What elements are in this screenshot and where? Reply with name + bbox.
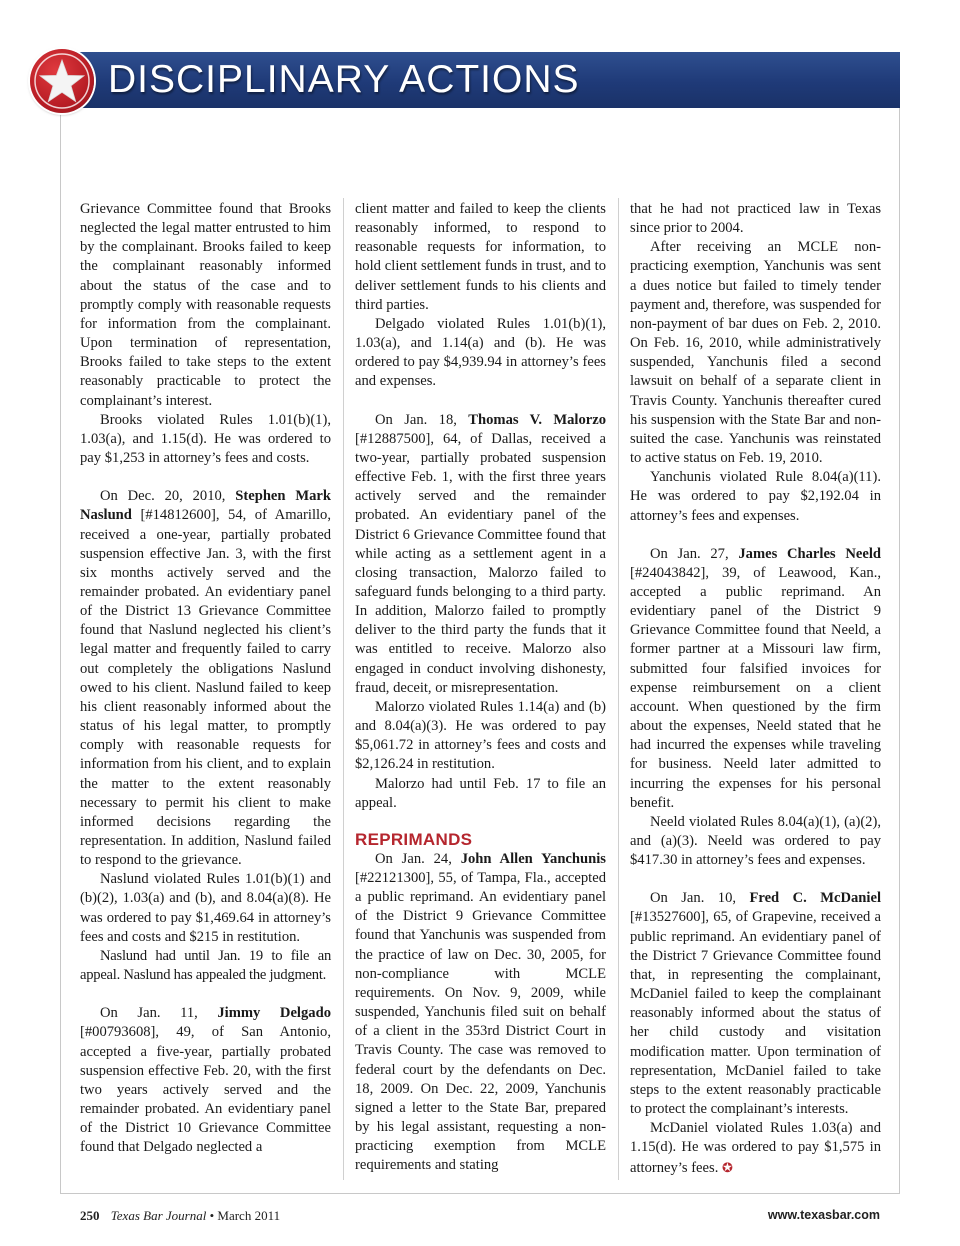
paragraph: that he had not practiced law in Texas since prior to 2004. bbox=[630, 201, 881, 237]
paragraph: Yanchunis violated Rule 8.04(a)(11). He was ordered to pay $2,192.04 in attorney’s fees and expenses. bbox=[630, 469, 881, 524]
paragraph-final: McDaniel violated Rules 1.03(a) and 1.15(d). He was ordered to pay $1,575 in attorney’s fees. ✪ bbox=[630, 1120, 881, 1176]
issue-date: March 2011 bbox=[217, 1208, 281, 1223]
paragraph: Brooks violated Rules 1.01(b)(1), 1.03(a), and 1.15(d). He was ordered to pay $1,253 in attorney’s fees and costs. bbox=[80, 411, 331, 467]
attorney-name: James Charles Neeld bbox=[738, 545, 881, 562]
paragraph: client matter and failed to keep the clients reasonably informed, to respond to reasonable requests for information, to hold client settlement funds in trust, and to deliver settlement funds to his clients and third parties. bbox=[355, 201, 606, 313]
entry-mcdaniel: On Jan. 10, Fred C. McDaniel [#13527600], 65, of Grapevine, received a public reprimand. An evidentiary panel of the District 7 Grievance Committee found that, in representing the complainant, McDaniel failed to keep the complainant reasonably informed about the status of her child custody and visitation modification matter. Upon termination of representation, McDaniel failed to take steps to the extent reasonably practicable to protect the complainant’s interests. bbox=[630, 890, 881, 1118]
website-link[interactable]: www.texasbar.com bbox=[767, 1208, 880, 1222]
paragraph: After receiving an MCLE non-practicing exemption, Yanchunis was sent a dues notice but failed to timely tender payment and, therefore, was suspended for non-payment of bar dues on Feb. 2, 2010. On Feb. 16, 2010, while administratively suspended, Yanchunis filed a second lawsuit on behalf of a separate client in Travis County. Yanchunis thereafter cured his suspension with the State Bar and non-suited the case. Yanchunis was reinstated to active status on Feb. 19, 2010. bbox=[630, 239, 881, 467]
attorney-name: Thomas V. Malorzo bbox=[468, 411, 606, 428]
section-title: DISCIPLINARY ACTIONS bbox=[108, 58, 580, 101]
column-1 bbox=[80, 200, 331, 1158]
entry-malorzo: On Jan. 18, Thomas V. Malorzo [#12887500], 64, of Dallas, received a two-year, partially probated suspension effective Feb. 1, with the first three years actively served and the remainder probated. An evidentiary panel of the District 6 Grievance Committee found that while acting as a settlement agent in a closing transaction, Malorzo failed to safeguard funds belonging to a third party. In addition, Malorzo failed to promptly deliver to the third party the funds that it was entitled to receive. Malorzo also engaged in conduct involving dishonesty, fraud, deceit, or misrepresentation. bbox=[355, 411, 606, 696]
end-star-icon: ✪ bbox=[722, 1159, 733, 1175]
entry-delgado: On Jan. 11, Jimmy Delgado [#00793608], 49, of San Antonio, accepted a five-year, partially probated suspension effective Feb. 20, with the first two years actively served and the remainder probated. An evidentiary panel of the District 10 Grievance Committee found that Delgado neglected a bbox=[80, 1005, 331, 1156]
paragraph: Naslund had until Jan. 19 to file an appeal. Naslund has appealed the judgment. bbox=[80, 947, 331, 984]
column-3 bbox=[630, 200, 881, 1178]
attorney-name: Stephen Mark Naslund bbox=[80, 488, 331, 524]
reprimands-heading: REPRIMANDS bbox=[355, 829, 473, 849]
paragraph: Grievance Committee found that Brooks neglected the legal matter entrusted to him by the complainant. Brooks failed to keep the complainant reasonably informed about the status of the case and to promptly comply with reasonable requests for information from the complainant. Upon termination of representation, Brooks failed to take steps to the extent reasonably practicable to protect the complainant’s interest. bbox=[80, 201, 331, 409]
texas-star-seal-icon bbox=[30, 49, 94, 113]
paragraph: Neeld violated Rules 8.04(a)(1), (a)(2), and (a)(3). Neeld was ordered to pay $417.30 in attorney’s fees and expenses. bbox=[630, 813, 881, 869]
column-2 bbox=[355, 200, 606, 1176]
journal-name: Texas Bar Journal bbox=[110, 1208, 207, 1223]
paragraph: Malorzo violated Rules 1.14(a) and (b) and 8.04(a)(3). He was ordered to pay $5,061.72 in attorney’s fees and costs and $2,126.24 in restitution. bbox=[355, 698, 606, 773]
paragraph: Malorzo had until Feb. 17 to file an appeal. bbox=[355, 775, 606, 811]
entry-neeld: On Jan. 27, James Charles Neeld [#24043842], 39, of Leawood, Kan., accepted a public reprimand. An evidentiary panel of the District 9 Grievance Committee found that Neeld, a former partner at a Missouri law firm, submitted four falsified invoices for expense reimbursement on a client account. When questioned by the firm about the expenses, Neeld stated that he had incurred the expenses while traveling for business. Neeld later admitted to incurring the expenses for his personal benefit. bbox=[630, 545, 881, 811]
attorney-name: John Allen Yanchunis bbox=[460, 850, 606, 867]
page-number: 250 bbox=[80, 1208, 100, 1223]
entry-yanchunis: On Jan. 24, John Allen Yanchunis [#22121300], 55, of Tampa, Fla., accepted a public reprimand. An evidentiary panel of the District 9 Grievance Committee found that Yanchunis was suspended from the practice of law on Dec. 30, 2005, for non-compliance with MCLE requirements. On Nov. 9, 2009, while suspended, Yanchunis filed suit on behalf of a client in the 353rd District Court in Travis County. The case was removed to federal court by the defendants on Dec. 18, 2009. On Dec. 22, 2009, Yanchunis signed a letter to the State Bar, prepared by his legal assistant, requesting a non-practicing exemption from MCLE requirements and stating bbox=[355, 850, 606, 1174]
entry-naslund: On Dec. 20, 2010, Stephen Mark Naslund [#14812600], 54, of Amarillo, received a one-year, partially probated suspension effective Jan. 3, with the first six months actively served and the remainder probated. An evidentiary panel of the District 13 Grievance Committee found that Naslund neglected his client’s legal matter and frequently failed to carry out completely the obligations Naslund owed to his client. Naslund failed to keep his client reasonably informed about the status of his legal matter, to promptly comply with reasonable requests for information from his client, and to explain the matter to the extent reasonably necessary to permit his client to make informed decisions regarding the representation. In addition, Naslund failed to respond to the grievance. bbox=[80, 488, 331, 869]
footer-left bbox=[80, 1208, 280, 1224]
column-divider bbox=[618, 198, 619, 1180]
column-divider bbox=[343, 198, 344, 1180]
attorney-name: Fred C. McDaniel bbox=[749, 890, 881, 907]
footer-separator: • bbox=[209, 1208, 215, 1223]
paragraph: Delgado violated Rules 1.01(b)(1), 1.03(a), and 1.14(a) and (b). He was ordered to pay $4,939.94 in attorney’s fees and expenses. bbox=[355, 315, 606, 390]
attorney-name: Jimmy Delgado bbox=[217, 1005, 331, 1022]
paragraph: Naslund violated Rules 1.01(b)(1) and (b)(2), 1.03(a) and (b), and 8.04(a)(8). He was ordered to pay $1,469.64 in attorney’s fees and costs and $215 in restitution. bbox=[80, 871, 331, 945]
